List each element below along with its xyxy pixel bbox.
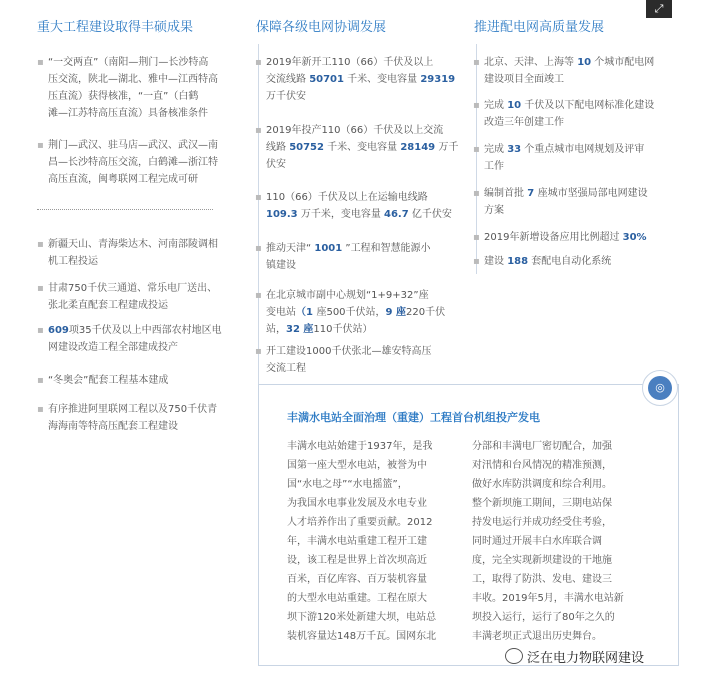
list-item-line: 建设项目全面竣工 <box>484 74 564 85</box>
list-item-line: 方案 <box>484 205 504 216</box>
bullet-icon: ▪ <box>255 125 262 136</box>
list-item-line: 海海南等特高压配套工程建设 <box>48 421 178 432</box>
bullet-icon: ▪ <box>473 256 480 267</box>
paragraph-line: 坝下游120米处新建大坝，电站总 <box>287 612 437 623</box>
bullet-icon: ▪ <box>473 188 480 199</box>
list-item-line: 压交流，陕北—湖北、雅中—江西特高 <box>48 74 218 85</box>
list-item-line: 2019年投产110（66）千伏及以上交流 <box>266 125 444 136</box>
paragraph-line: 分部和丰满电厂密切配合，加强 <box>472 441 612 452</box>
bullet-icon: ▪ <box>255 346 262 357</box>
paragraph-line: 坝投入运行，运行了80年之久的 <box>472 612 615 623</box>
list-item-line: 站，32 座110千伏站） <box>266 324 373 335</box>
paragraph-line: 丰满水电站始建于1937年，是我 <box>287 441 433 452</box>
list-item-line: 压直流）获得核准，“一直”（白鹤 <box>48 91 199 102</box>
feature-box-left-column <box>287 437 449 646</box>
list-item-line: 新疆天山、青海柴达木、河南部陵调相 <box>48 239 218 250</box>
list-item-line: 高压直流，闽粤联网工程完成可研 <box>48 174 198 185</box>
bullet-icon: ▪ <box>37 404 44 415</box>
list-item-line: 交流线路 50701 千米、变电容量 29319 <box>266 74 456 85</box>
paragraph-line: 整个新坝施工期间，三期电站保 <box>472 498 612 509</box>
list-item-line: 完成 33 个重点城市电网规划及评审 <box>484 144 645 155</box>
paragraph-line: 国“水电之母”“水电摇篮”， <box>287 479 408 490</box>
list-item <box>37 236 218 270</box>
list-item-line: 编制首批 7 座城市坚强局部电网建设 <box>484 188 648 199</box>
list-item-line: 2019年新开工110（66）千伏及以上 <box>266 57 434 68</box>
list-item-line: 有序推进阿里联网工程以及750千伏青 <box>48 404 218 415</box>
paragraph-line: 度，完全实现新坝建设的干地施 <box>472 555 612 566</box>
list-item-line: 网建设改造工程全部建成投产 <box>48 342 178 353</box>
list-item <box>255 122 459 173</box>
list-item <box>473 229 674 246</box>
list-item-line: 线路 50752 千米、变电容量 28149 万千 <box>266 142 459 153</box>
list-item-line: 昌—长沙特高压交流，白鹤滩—浙江特 <box>48 157 218 168</box>
bullet-icon: ▪ <box>473 232 480 243</box>
list-item <box>37 54 218 122</box>
list-item <box>255 287 456 338</box>
list-item-line: 工作 <box>484 161 504 172</box>
bullet-icon: ▪ <box>37 239 44 250</box>
list-item-line: 建设 188 套配电自动化系统 <box>484 256 612 267</box>
list-item-line: 变电站（1 座500千伏站，9 座220千伏 <box>266 307 446 318</box>
bullet-icon: ▪ <box>255 192 262 203</box>
column-divider-line <box>258 44 259 384</box>
wechat-icon <box>505 648 523 664</box>
list-item-line: 开工建设1000千伏张北—雄安特高压 <box>266 346 432 357</box>
bullet-icon: ▪ <box>255 290 262 301</box>
list-item-line: 滩—江苏特高压直流）具备核准条件 <box>48 108 208 119</box>
list-item <box>473 185 674 219</box>
list-item-line: 伏安 <box>266 159 286 170</box>
list-item <box>255 240 456 274</box>
list-item-line: “一交两直”（南阳—荆门—长沙特高 <box>48 57 209 68</box>
paragraph-line: 丰满老坝正式退出历史舞台。 <box>472 631 602 642</box>
list-item-line: 在北京城市副中心规划“1+9+32”座 <box>266 290 429 301</box>
bullet-icon: ▪ <box>255 57 262 68</box>
list-item-line: 109.3 万千米，变电容量 46.7 亿千伏安 <box>266 209 452 220</box>
bullet-icon: ▪ <box>473 100 480 111</box>
paragraph-line: 对汛情和台风情况的精准预测， <box>472 460 612 471</box>
bullet-icon: ▪ <box>473 57 480 68</box>
list-item <box>37 401 218 435</box>
bullet-icon: ▪ <box>37 57 44 68</box>
list-item <box>473 54 674 88</box>
bullet-icon: ▪ <box>255 243 262 254</box>
list-item <box>37 280 218 314</box>
bullet-icon: ▪ <box>473 144 480 155</box>
list-item-line: 交流工程 <box>266 363 306 374</box>
bullet-icon: ▪ <box>37 375 44 386</box>
feature-box-right-column <box>472 437 634 646</box>
paragraph-line: 工，取得了防洪、发电、建设三 <box>472 574 612 585</box>
list-item-line: 改造三年创建工作 <box>484 117 564 128</box>
watermark-text: 泛在电力物联网建设 <box>527 651 645 666</box>
expand-icon[interactable]: ⤢ <box>646 0 672 18</box>
paragraph-line: 同时通过开展丰白水库联合调 <box>472 536 602 547</box>
list-item-line: 推动天津“ 1001 ”工程和智慧能源小 <box>266 243 431 254</box>
list-item-line: “冬奥会”配套工程基本建成 <box>48 375 169 386</box>
paragraph-line: 丰收。2019年5月，丰满水电站新 <box>472 593 624 604</box>
bullet-icon: ▪ <box>37 140 44 151</box>
list-item <box>37 322 222 356</box>
list-item-line: 机工程投运 <box>48 256 98 267</box>
divider <box>37 209 213 210</box>
feature-box-title: 丰满水电站全面治理（重建）工程首台机组投产发电 <box>287 411 540 424</box>
paragraph-line: 年，丰满水电站重建工程开工建 <box>287 536 427 547</box>
paragraph-line: 人才培养作出了重要贡献。2012 <box>287 517 433 528</box>
paragraph-line: 设，该工程是世界上首次坝高近 <box>287 555 427 566</box>
list-item <box>473 141 674 175</box>
list-item-line: 2019年新增设备应用比例超过 30% <box>484 232 647 243</box>
column-title-grid-coordination: 保障各级电网协调发展 <box>256 20 387 35</box>
paragraph-line: 的大型水电站重建。工程在原大 <box>287 593 427 604</box>
list-item <box>255 343 456 377</box>
watermark <box>505 647 644 666</box>
list-item <box>37 372 218 389</box>
bullet-icon: ▪ <box>37 283 44 294</box>
list-item-line: 荆门—武汉、驻马店—武汉、武汉—南 <box>48 140 218 151</box>
paragraph-line: 做好水库防洪调度和综合利用。 <box>472 479 612 490</box>
list-item-line: 甘肃750千伏三通道、常乐电厂送出、 <box>48 283 218 294</box>
seal-icon: ◎ <box>642 370 678 406</box>
list-item-line: 张北柔直配套工程建成投运 <box>48 300 168 311</box>
column-title-major-projects: 重大工程建设取得丰硕成果 <box>37 20 194 35</box>
column-title-distribution-network: 推进配电网高质量发展 <box>474 20 605 35</box>
list-item-line: 镇建设 <box>266 260 296 271</box>
paragraph-line: 持发电运行并成功经受住考验， <box>472 517 612 528</box>
list-item-line: 北京、天津、上海等 10 个城市配电网 <box>484 57 655 68</box>
list-item <box>255 54 456 105</box>
feature-box <box>258 384 679 666</box>
list-item <box>255 189 456 223</box>
list-item-line: 609项35千伏及以上中西部农村地区电 <box>48 325 222 336</box>
paragraph-line: 装机容量达148万千瓦。国网东北 <box>287 631 437 642</box>
list-item <box>37 137 218 188</box>
list-item <box>473 253 674 270</box>
list-item-line: 万千伏安 <box>266 91 306 102</box>
list-item-line: 110（66）千伏及以上在运输电线路 <box>266 192 428 203</box>
bullet-icon: ▪ <box>37 325 44 336</box>
paragraph-line: 为我国水电事业发展及水电专业 <box>287 498 427 509</box>
paragraph-line: 国第一座大型水电站，被誉为中 <box>287 460 427 471</box>
list-item <box>473 97 674 131</box>
list-item-line: 完成 10 千伏及以下配电网标准化建设 <box>484 100 655 111</box>
paragraph-line: 百米，百亿库容、百万装机容量 <box>287 574 427 585</box>
